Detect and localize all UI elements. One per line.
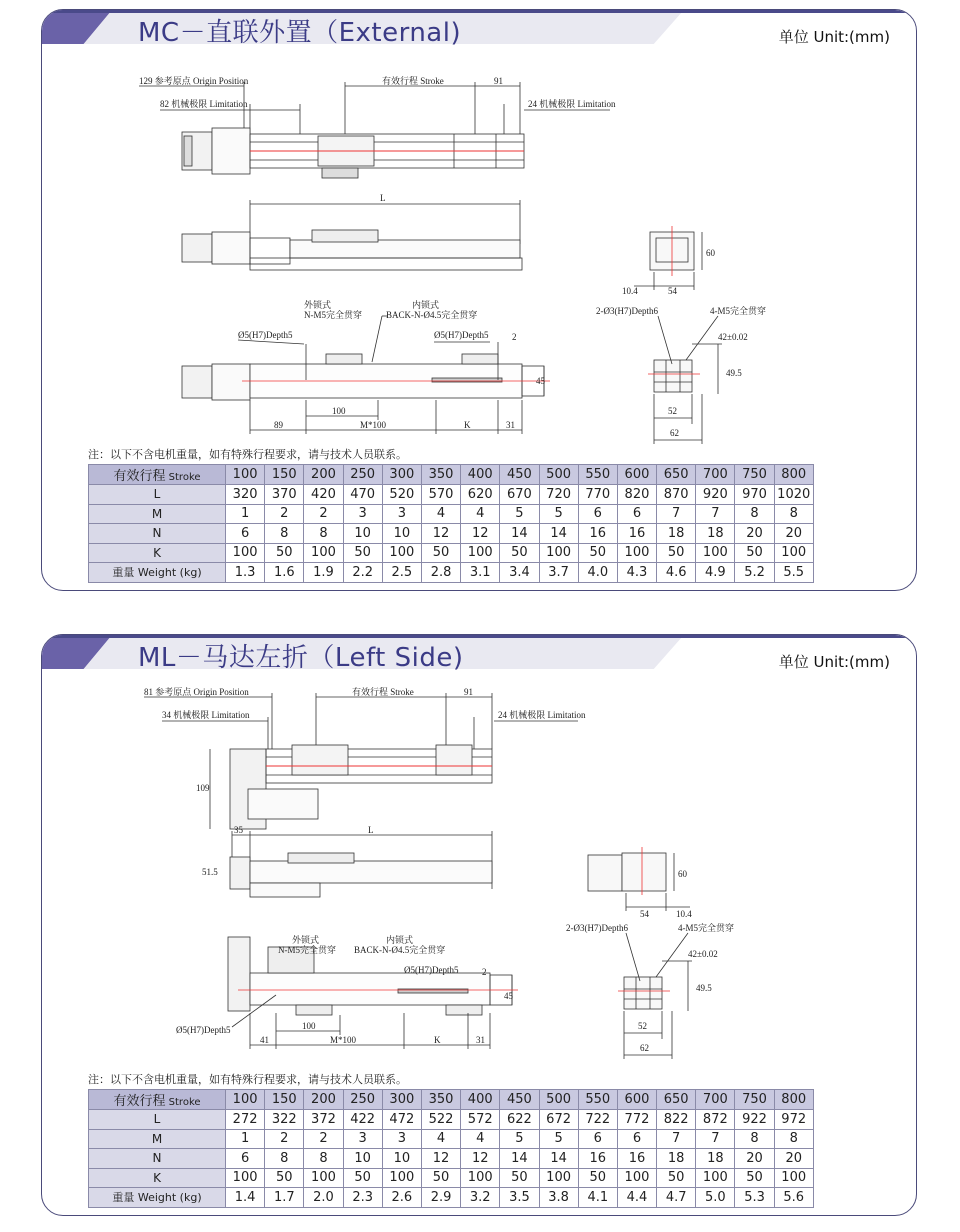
mc-label-outer-lock: 外锁式 <box>304 300 332 310</box>
stroke-cell: 150 <box>265 465 304 485</box>
mc-label-60: 60 <box>706 248 715 258</box>
value-cell: 5.2 <box>735 563 774 583</box>
value-cell: 1 <box>226 1129 265 1149</box>
value-cell: 1020 <box>774 485 813 505</box>
value-cell: 18 <box>696 1149 735 1169</box>
value-cell: 14 <box>539 1149 578 1169</box>
value-cell: 100 <box>696 543 735 563</box>
value-cell: 50 <box>421 543 460 563</box>
value-cell: 100 <box>539 543 578 563</box>
row-label-cell: 重量 Weight (kg) <box>89 1188 226 1208</box>
value-cell: 8 <box>735 504 774 524</box>
ml-label-35: 35 <box>234 825 243 835</box>
value-cell: 272 <box>226 1110 265 1130</box>
mc-label-45: 45 <box>536 376 545 386</box>
value-cell: 920 <box>696 485 735 505</box>
ml-label-stroke: 有效行程 Stroke <box>352 687 414 697</box>
value-cell: 100 <box>304 1168 343 1188</box>
mc-label-62: 62 <box>670 428 679 438</box>
value-cell: 922 <box>735 1110 774 1130</box>
value-cell: 12 <box>421 1149 460 1169</box>
value-cell: 5.3 <box>735 1188 774 1208</box>
stroke-cell: 750 <box>735 1090 774 1110</box>
ml-label-51-5: 51.5 <box>202 867 218 877</box>
table-row <box>89 524 814 544</box>
value-cell: 100 <box>304 543 343 563</box>
mc-label-54: 54 <box>668 286 677 296</box>
stroke-cell: 650 <box>657 465 696 485</box>
value-cell: 6 <box>617 504 656 524</box>
value-cell: 370 <box>265 485 304 505</box>
mc-label-inner-lock-spec: BACK-N-Ø4.5完全贯穿 <box>386 310 478 320</box>
value-cell: 472 <box>382 1110 421 1130</box>
stroke-cell: 600 <box>617 1090 656 1110</box>
row-label-cell: M <box>89 504 226 524</box>
value-cell: 18 <box>657 524 696 544</box>
stroke-cell: 100 <box>226 465 265 485</box>
ml-label-2: 2 <box>482 967 487 977</box>
value-cell: 3.2 <box>461 1188 500 1208</box>
value-cell: 5 <box>500 504 539 524</box>
value-cell: 18 <box>657 1149 696 1169</box>
value-cell: 4.0 <box>578 563 617 583</box>
value-cell: 50 <box>421 1168 460 1188</box>
value-cell: 6 <box>617 1129 656 1149</box>
value-cell: 720 <box>539 485 578 505</box>
stroke-header-label-en: Stroke <box>165 1097 201 1108</box>
value-cell: 20 <box>735 1149 774 1169</box>
value-cell: 12 <box>461 1149 500 1169</box>
row-label-cell: K <box>89 543 226 563</box>
ml-label-100: 100 <box>302 1021 316 1031</box>
value-cell: 12 <box>421 524 460 544</box>
value-cell: 8 <box>304 524 343 544</box>
value-cell: 2 <box>265 504 304 524</box>
value-cell: 18 <box>696 524 735 544</box>
stroke-cell: 400 <box>461 465 500 485</box>
value-cell: 100 <box>461 543 500 563</box>
value-cell: 3.7 <box>539 563 578 583</box>
value-cell: 622 <box>500 1110 539 1130</box>
value-cell: 970 <box>735 485 774 505</box>
ml-unit: 单位 Unit:(mm) <box>778 653 890 671</box>
stroke-cell: 400 <box>461 1090 500 1110</box>
mc-label-tol: 42±0.02 <box>718 332 748 342</box>
value-cell: 10 <box>343 1149 382 1169</box>
table-row <box>89 485 814 505</box>
stroke-cell: 800 <box>774 465 813 485</box>
ml-label-60: 60 <box>678 869 687 879</box>
stroke-header-label: 有效行程 <box>113 469 166 484</box>
value-cell: 50 <box>578 1168 617 1188</box>
value-cell: 50 <box>265 543 304 563</box>
value-cell: 2.9 <box>421 1188 460 1208</box>
value-cell: 470 <box>343 485 382 505</box>
mc-label-89: 89 <box>274 420 283 430</box>
table-row <box>89 1129 814 1149</box>
row-label-cell: 重量 Weight (kg) <box>89 563 226 583</box>
value-cell: 16 <box>578 524 617 544</box>
value-cell: 2 <box>304 1129 343 1149</box>
table-row <box>89 1149 814 1169</box>
value-cell: 3.5 <box>500 1188 539 1208</box>
value-cell: 4 <box>461 504 500 524</box>
mc-section <box>41 9 917 591</box>
stroke-header-label-en: Stroke <box>165 472 201 483</box>
value-cell: 772 <box>617 1110 656 1130</box>
ml-label-m100: M*100 <box>330 1035 357 1045</box>
value-cell: 4.7 <box>657 1188 696 1208</box>
value-cell: 872 <box>696 1110 735 1130</box>
table-header-row <box>89 1090 814 1110</box>
value-cell: 322 <box>265 1110 304 1130</box>
value-cell: 422 <box>343 1110 382 1130</box>
table-row <box>89 543 814 563</box>
value-cell: 2 <box>304 504 343 524</box>
table-header-row <box>89 465 814 485</box>
value-cell: 8 <box>304 1149 343 1169</box>
value-cell: 1.9 <box>304 563 343 583</box>
value-cell: 5 <box>539 504 578 524</box>
value-cell: 100 <box>617 1168 656 1188</box>
value-cell: 670 <box>500 485 539 505</box>
stroke-cell: 200 <box>304 465 343 485</box>
table-row <box>89 1188 814 1208</box>
stroke-cell: 350 <box>421 465 460 485</box>
stroke-cell: 600 <box>617 465 656 485</box>
value-cell: 870 <box>657 485 696 505</box>
value-cell: 572 <box>461 1110 500 1130</box>
stroke-header-cell <box>89 1090 226 1110</box>
value-cell: 6 <box>226 524 265 544</box>
row-label-cell: M <box>89 1129 226 1149</box>
value-cell: 8 <box>265 524 304 544</box>
value-cell: 4.4 <box>617 1188 656 1208</box>
stroke-cell: 300 <box>382 465 421 485</box>
ml-title: ML－马达左折（Left Side) <box>138 643 464 673</box>
stroke-cell: 500 <box>539 465 578 485</box>
mc-label-52: 52 <box>668 406 677 416</box>
value-cell: 7 <box>657 1129 696 1149</box>
row-label-cell: N <box>89 1149 226 1169</box>
value-cell: 8 <box>774 1129 813 1149</box>
value-cell: 2 <box>265 1129 304 1149</box>
mc-label-49-5: 49.5 <box>726 368 742 378</box>
ml-label-inner-lock: 内锁式 <box>386 935 414 945</box>
stroke-cell: 550 <box>578 1090 617 1110</box>
value-cell: 3 <box>382 1129 421 1149</box>
value-cell: 10 <box>382 524 421 544</box>
ml-label-outer-lock-spec: N-M5完全贯穿 <box>278 945 336 955</box>
value-cell: 10 <box>382 1149 421 1169</box>
value-cell: 1.4 <box>226 1188 265 1208</box>
mc-label-10-4: 10.4 <box>622 286 638 296</box>
mc-label-stroke: 有效行程 Stroke <box>382 76 444 86</box>
ml-label-109: 109 <box>196 783 210 793</box>
row-label-cell: L <box>89 1110 226 1130</box>
ml-label-k: K <box>434 1035 441 1045</box>
value-cell: 5.0 <box>696 1188 735 1208</box>
value-cell: 2.2 <box>343 563 382 583</box>
ml-label-origin: 81 参考原点 Origin Position <box>144 687 249 697</box>
value-cell: 100 <box>382 543 421 563</box>
value-cell: 5.5 <box>774 563 813 583</box>
value-cell: 6 <box>578 504 617 524</box>
stroke-cell: 550 <box>578 465 617 485</box>
stroke-cell: 700 <box>696 465 735 485</box>
stroke-cell: 250 <box>343 465 382 485</box>
stroke-cell: 450 <box>500 465 539 485</box>
value-cell: 3 <box>343 504 382 524</box>
value-cell: 20 <box>774 524 813 544</box>
mc-label-pin-left: Ø5(H7)Depth5 <box>238 330 293 340</box>
value-cell: 5 <box>500 1129 539 1149</box>
value-cell: 100 <box>617 543 656 563</box>
value-cell: 1.7 <box>265 1188 304 1208</box>
value-cell: 1.6 <box>265 563 304 583</box>
stroke-cell: 700 <box>696 1090 735 1110</box>
value-cell: 5 <box>539 1129 578 1149</box>
ml-label-L: L <box>368 825 374 835</box>
mc-label-100: 100 <box>332 406 346 416</box>
value-cell: 50 <box>500 1168 539 1188</box>
mc-label-limit-left: 82 机械极限 Limitation <box>160 99 248 109</box>
value-cell: 770 <box>578 485 617 505</box>
value-cell: 8 <box>774 504 813 524</box>
ml-label-91: 91 <box>464 687 473 697</box>
value-cell: 50 <box>735 543 774 563</box>
value-cell: 50 <box>343 543 382 563</box>
ml-label-pin-left: Ø5(H7)Depth5 <box>176 1025 231 1035</box>
value-cell: 50 <box>657 1168 696 1188</box>
mc-spec-table <box>88 464 814 583</box>
stroke-header-label: 有效行程 <box>113 1094 166 1109</box>
table-row <box>89 1110 814 1130</box>
value-cell: 14 <box>539 524 578 544</box>
value-cell: 50 <box>657 543 696 563</box>
value-cell: 1.3 <box>226 563 265 583</box>
ml-label-inner-lock-spec: BACK-N-Ø4.5完全贯穿 <box>354 945 446 955</box>
ml-spec-table <box>88 1089 814 1208</box>
stroke-header-cell <box>89 465 226 485</box>
stroke-cell: 450 <box>500 1090 539 1110</box>
mc-label-m5: 4-M5完全贯穿 <box>710 306 766 316</box>
value-cell: 100 <box>382 1168 421 1188</box>
value-cell: 972 <box>774 1110 813 1130</box>
stroke-cell: 800 <box>774 1090 813 1110</box>
value-cell: 672 <box>539 1110 578 1130</box>
mc-label-pin-right: Ø5(H7)Depth5 <box>434 330 489 340</box>
ml-note: 注：以下不含电机重量，如有特殊行程要求，请与技术人员联系。 <box>88 1073 407 1086</box>
value-cell: 420 <box>304 485 343 505</box>
value-cell: 50 <box>500 543 539 563</box>
value-cell: 2.5 <box>382 563 421 583</box>
value-cell: 8 <box>265 1149 304 1169</box>
ml-section <box>41 634 917 1216</box>
ml-label-limit-left: 34 机械极限 Limitation <box>162 710 250 720</box>
stroke-cell: 750 <box>735 465 774 485</box>
value-cell: 2.8 <box>421 563 460 583</box>
mc-label-91: 91 <box>494 76 503 86</box>
value-cell: 4.1 <box>578 1188 617 1208</box>
value-cell: 3 <box>343 1129 382 1149</box>
ml-label-49-5: 49.5 <box>696 983 712 993</box>
stroke-cell: 200 <box>304 1090 343 1110</box>
ml-label-tol: 42±0.02 <box>688 949 718 959</box>
mc-label-origin: 129 参考原点 Origin Position <box>139 76 249 86</box>
stroke-cell: 500 <box>539 1090 578 1110</box>
row-label-cell: K <box>89 1168 226 1188</box>
mc-label-L: L <box>380 193 386 203</box>
table-row <box>89 563 814 583</box>
value-cell: 16 <box>617 524 656 544</box>
ml-label-41: 41 <box>260 1035 269 1045</box>
mc-title: MC－直联外置（External) <box>138 18 462 48</box>
value-cell: 100 <box>696 1168 735 1188</box>
value-cell: 3.4 <box>500 563 539 583</box>
mc-drawing <box>42 54 916 444</box>
value-cell: 6 <box>226 1149 265 1169</box>
value-cell: 20 <box>735 524 774 544</box>
value-cell: 7 <box>696 1129 735 1149</box>
row-label-cell: N <box>89 524 226 544</box>
value-cell: 320 <box>226 485 265 505</box>
value-cell: 100 <box>461 1168 500 1188</box>
table-row <box>89 504 814 524</box>
stroke-cell: 150 <box>265 1090 304 1110</box>
value-cell: 822 <box>657 1110 696 1130</box>
ml-label-m5: 4-M5完全贯穿 <box>678 923 734 933</box>
value-cell: 372 <box>304 1110 343 1130</box>
value-cell: 3.1 <box>461 563 500 583</box>
ml-label-limit-right: 24 机械极限 Limitation <box>498 710 586 720</box>
value-cell: 5.6 <box>774 1188 813 1208</box>
mc-label-2: 2 <box>512 332 517 342</box>
ml-label-52: 52 <box>638 1021 647 1031</box>
ml-label-54: 54 <box>640 909 649 919</box>
value-cell: 12 <box>461 524 500 544</box>
table-row <box>89 1168 814 1188</box>
value-cell: 3 <box>382 504 421 524</box>
mc-unit: 单位 Unit:(mm) <box>778 28 890 46</box>
value-cell: 50 <box>735 1168 774 1188</box>
value-cell: 2.3 <box>343 1188 382 1208</box>
value-cell: 520 <box>382 485 421 505</box>
value-cell: 2.0 <box>304 1188 343 1208</box>
value-cell: 4.3 <box>617 563 656 583</box>
ml-label-31: 31 <box>476 1035 485 1045</box>
value-cell: 4 <box>421 504 460 524</box>
value-cell: 50 <box>343 1168 382 1188</box>
value-cell: 100 <box>774 543 813 563</box>
row-label-cell: L <box>89 485 226 505</box>
mc-label-limit-right: 24 机械极限 Limitation <box>528 99 616 109</box>
value-cell: 50 <box>265 1168 304 1188</box>
value-cell: 4.6 <box>657 563 696 583</box>
ml-label-10-4: 10.4 <box>676 909 692 919</box>
mc-label-pin2: 2-Ø3(H7)Depth6 <box>596 306 658 316</box>
value-cell: 10 <box>343 524 382 544</box>
value-cell: 20 <box>774 1149 813 1169</box>
value-cell: 1 <box>226 504 265 524</box>
value-cell: 16 <box>578 1149 617 1169</box>
mc-note: 注：以下不含电机重量，如有特殊行程要求，请与技术人员联系。 <box>88 448 407 461</box>
value-cell: 722 <box>578 1110 617 1130</box>
value-cell: 6 <box>578 1129 617 1149</box>
value-cell: 570 <box>421 485 460 505</box>
value-cell: 4 <box>421 1129 460 1149</box>
mc-label-inner-lock: 内锁式 <box>412 300 440 310</box>
mc-label-outer-lock-spec: N-M5完全贯穿 <box>304 310 362 320</box>
stroke-cell: 350 <box>421 1090 460 1110</box>
ml-drawing <box>42 679 916 1069</box>
mc-label-31: 31 <box>506 420 515 430</box>
value-cell: 8 <box>735 1129 774 1149</box>
value-cell: 522 <box>421 1110 460 1130</box>
value-cell: 4 <box>461 1129 500 1149</box>
stroke-cell: 300 <box>382 1090 421 1110</box>
value-cell: 2.6 <box>382 1188 421 1208</box>
value-cell: 7 <box>696 504 735 524</box>
value-cell: 100 <box>226 1168 265 1188</box>
value-cell: 100 <box>226 543 265 563</box>
stroke-cell: 650 <box>657 1090 696 1110</box>
value-cell: 3.8 <box>539 1188 578 1208</box>
value-cell: 7 <box>657 504 696 524</box>
stroke-cell: 100 <box>226 1090 265 1110</box>
value-cell: 820 <box>617 485 656 505</box>
value-cell: 100 <box>539 1168 578 1188</box>
value-cell: 14 <box>500 524 539 544</box>
ml-label-pin2: 2-Ø3(H7)Depth6 <box>566 923 628 933</box>
stroke-cell: 250 <box>343 1090 382 1110</box>
value-cell: 100 <box>774 1168 813 1188</box>
value-cell: 4.9 <box>696 563 735 583</box>
value-cell: 16 <box>617 1149 656 1169</box>
ml-label-pin-right: Ø5(H7)Depth5 <box>404 965 459 975</box>
mc-label-m100: M*100 <box>360 420 387 430</box>
mc-label-k: K <box>464 420 471 430</box>
value-cell: 50 <box>578 543 617 563</box>
value-cell: 620 <box>461 485 500 505</box>
ml-label-62: 62 <box>640 1043 649 1053</box>
ml-label-45: 45 <box>504 991 513 1001</box>
ml-label-outer-lock: 外锁式 <box>292 935 320 945</box>
value-cell: 14 <box>500 1149 539 1169</box>
